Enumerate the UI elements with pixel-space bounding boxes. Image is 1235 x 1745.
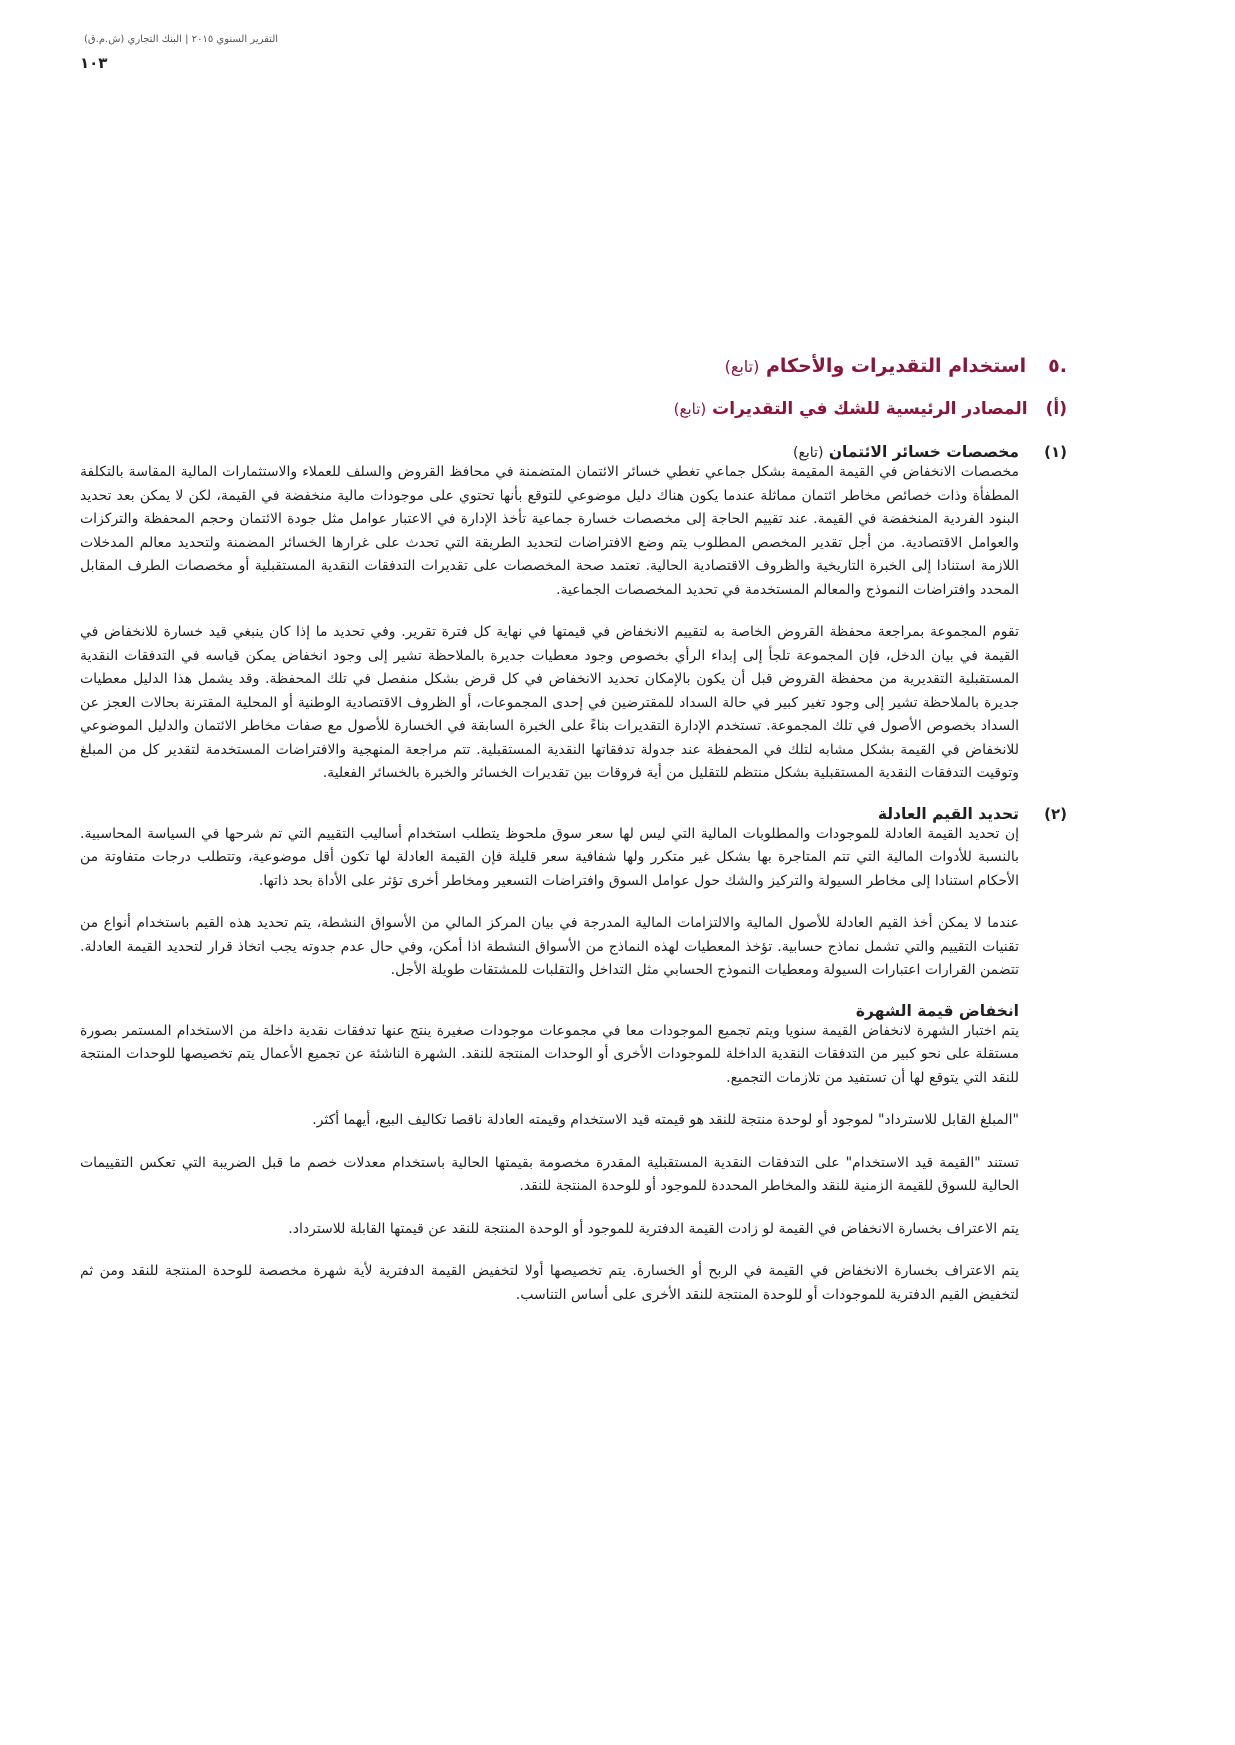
section-heading xyxy=(80,355,1067,377)
goodwill-paragraph: "المبلغ القابل للاسترداد" لموجود أو لوحدة منتجة للنقد هو قيمته قيد الاستخدام وقيمته العادلة ناقصا تكاليف البيع، أيهما أكثر. xyxy=(312,1112,1019,1128)
item2-number: (٢) xyxy=(1044,804,1067,823)
item1-paragraph: تقوم المجموعة بمراجعة محفظة القروض الخاصة به لتقييم الانخفاض في قيمتها في نهاية كل فترة تقرير. وفي تحديد ما إذا كان ينبغي قيد خسارة للانخفاض في القيمة في بيان الدخل، فإن المجموعة تلجأ إلى إبداء الرأي بخصوص وجود معطيات جديرة بالملاحظة تشير إلى وجود انخفاض يمكن قياسه في التدفقات النقدية المستقبلية التقديرية من محفظة القروض قبل أن يكون بالإمكان تحديد الانخفاض في كل قرض بشكل منفصل في تلك المحفظة. وقد يشمل هذا الدليل معطيات جديرة بالملاحظة تشير إلى وجود تغير كبير في حالة السداد للمقترضين في إحدى المجموعات، أو الظروف الاقتصادية الوطنية أو المحلية المقترنة بحالات العجز عن السداد بخصوص الأصول في تلك المجموعة. تستخدم الإدارة التقديرات بناءً على الخبرة السابقة في الخسارة للأصول مع صفات مخاطر الائتمان والدليل الموضوعي للانخفاض في القيمة بشكل مشابه لتلك في المحفظة عند جدولة تدفقاتها النقدية المستقبلية. تتم مراجعة المنهجية والافتراضات المستخدمة لتقدير كل من المبلغ وتوقيت التدفقات النقدية المستقبلية بشكل منتظم للتقليل من أية فروقات بين تقديرات الخسائر والخبرة بالخسائر الفعلية. xyxy=(80,624,1019,781)
item2-paragraph: إن تحديد القيمة العادلة للموجودات والمطلوبات المالية التي ليس لها سعر سوق ملحوظ يتطلب استخدام أساليب التقييم التي تم شرحها في السياسة المحاسبية. بالنسبة للأدوات المالية التي تتم المتاجرة بها بشكل غير متكرر ولها شفافية سعر قليلة فإن القيمة العادلة لها تكون أقل موضوعية، وتتطلب درجات متفاوتة من الأحكام استنادا إلى مخاطر السيولة والتركيز والشك حول عوامل السوق وافتراضات التسعير ومخاطر أخرى تؤثر على الأداة بحد ذاتها. xyxy=(80,825,1019,889)
item1-heading xyxy=(80,443,1067,461)
report-title: التقرير السنوي ٢٠١٥ | البنك التجاري (ش.م.ق) xyxy=(84,34,279,45)
item2-heading xyxy=(80,805,1067,823)
section-number: .٥ xyxy=(1048,355,1067,377)
goodwill-paragraph: يتم الاعتراف بخسارة الانخفاض في القيمة لو زادت القيمة الدفترية للموجود أو الوحدة المنتجة للنقد عن قيمتها القابلة للاسترداد. xyxy=(288,1220,1019,1237)
subsection-title: المصادر الرئيسية للشك في التقديرات xyxy=(712,399,1028,419)
main-content xyxy=(80,355,1067,1307)
item2-paragraph: عندما لا يمكن أخذ القيم العادلة للأصول المالية والالتزامات المالية المدرجة في بيان المركز المالي من الأسواق النشطة، يتم تحديد هذه القيم باستخدام أنواع من تقنيات التقييم والتي تشمل نماذج حسابية. تؤخذ المعطيات لهذه النماذج من الأسواق النشطة اذا أمكن، وفي حال عدم جدوته يجب اتخاذ قرار لتحديد القيمة العادلة. تتضمن القرارات اعتبارات السيولة ومعطيات النموذج الحسابي مثل التداخل والتقلبات للمشتقات طويلة الأجل. xyxy=(80,915,1019,978)
goodwill-paragraph: يتم الاعتراف بخسارة الانخفاض في القيمة في الربح أو الخسارة. يتم تخصيصها أولا لتخفيض القيمة الدفترية لأية شهرة مخصصة للوحدة المنتجة للنقد ومن ثم لتخفيض القيم الدفترية للموجودات أو للوحدة المنتجة للنقد الأخرى على أساس التناسب. xyxy=(80,1263,1019,1303)
goodwill-heading: انخفاض قيمة الشهرة xyxy=(855,1001,1019,1020)
goodwill-paragraph: تستند "القيمة قيد الاستخدام" على التدفقات النقدية المستقبلية المقدرة مخصومة بقيمتها الحالية باستخدام معدلات خصم ما قبل الضريبة التي تعكس التقييمات الحالية للسوق للقيمة الزمنية للنقد والمخاطر المحددة للموجود أو للوحدة المنتجة للنقد. xyxy=(80,1154,1019,1194)
subsection-heading xyxy=(80,399,1067,419)
item1-number: (١) xyxy=(1044,443,1067,461)
section-continued: (تابع) xyxy=(724,357,760,376)
item1-title: مخصصات خسائر الائتمان xyxy=(828,443,1019,461)
subsection-number: (أ) xyxy=(1045,399,1067,419)
item1-continued: (تابع) xyxy=(792,445,824,461)
item2-title: تحديد القيم العادلة xyxy=(877,804,1019,823)
subsection-continued: (تابع) xyxy=(673,400,707,418)
section-title: استخدام التقديرات والأحكام xyxy=(765,355,1027,377)
item1-paragraph: مخصصات الانخفاض في القيمة المقيمة بشكل جماعي تغطي خسائر الائتمان المتضمنة في محافظ القروض والسلف للعملاء والاستثمارات المالية المقاسة بالتكلفة المطفأة وذات خصائص مخاطر ائتمان مماثلة عندما يكون هناك دليل موضوعي للتوقع بأنها تحتوي على موجودات مالية منخفضة في القيمة، لكن لا يمكن بعد تحديد البنود الفردية المنخفضة في القيمة. عند تقييم الحاجة إلى مخصصات خسارة جماعية تأخذ الإدارة في الاعتبار عوامل مثل جودة الائتمان وحجم المحفظة والتركزات والعوامل الاقتصادية. من أجل تقدير المخصص المطلوب يتم وضع الافتراضات لتحديد الطريقة التي تحدث على غرارها الخسائر المضمنة ولتحديد معالم المدخلات اللازمة استنادا إلى الخبرة التاريخية والظروف الاقتصادية الحالية. تعتمد صحة المخصصات على تقديرات التدفقات النقدية المستقبلية أو مخصصات الطرف المقابل المحدد وافتراضات النموذج والمعالم المستخدمة في تحديد المخصصات الجماعية. xyxy=(80,464,1019,598)
page-number: ١٠٣ xyxy=(80,54,108,72)
goodwill-paragraph: يتم اختبار الشهرة لانخفاض القيمة سنويا ويتم تجميع الموجودات معا في مجموعات موجودات صغيرة ينتج عنها تدفقات نقدية داخلة من الاستخدام المستمر بصورة مستقلة على نحو كبير من التدفقات النقدية الداخلة للموجودات الأخرى أو الوحدات المنتجة للنقد. الشهرة الناشئة عن تجميع الأعمال يتم تخصيصها للوحدات المنتجة للنقد التي يتوقع لها أن تستفيد من تلازمات التجميع. xyxy=(80,1022,1019,1086)
